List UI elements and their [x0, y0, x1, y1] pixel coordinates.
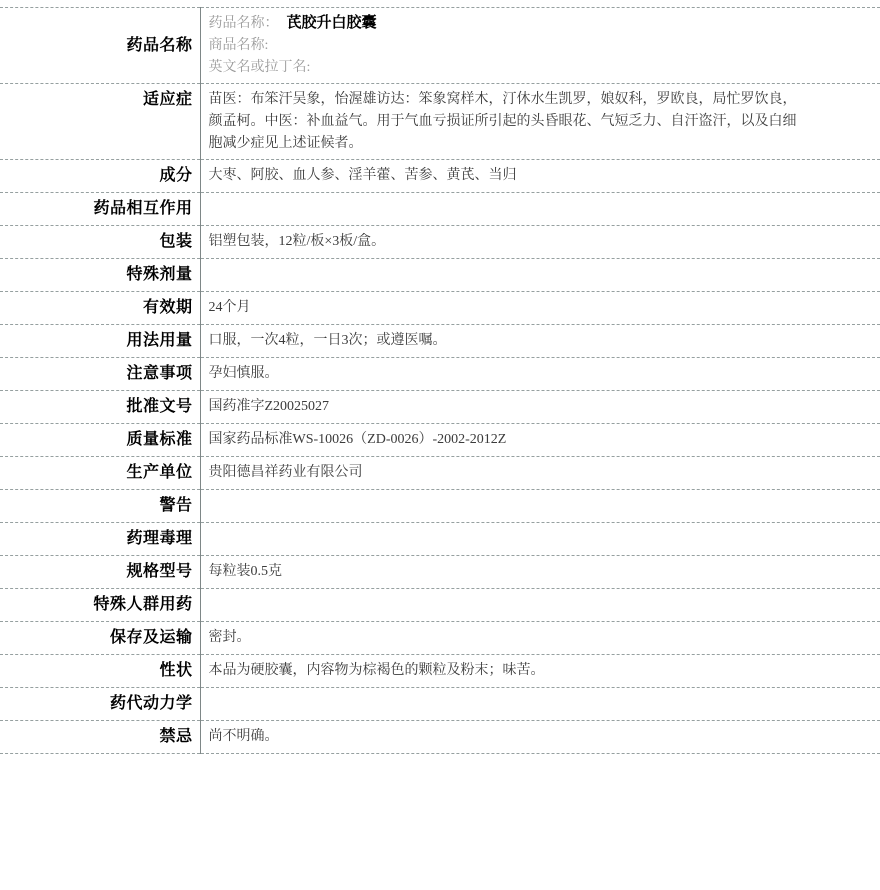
row-label: 质量标准: [0, 424, 200, 457]
table-row: [0, 688, 880, 721]
generic-name-line: [209, 12, 871, 35]
row-label: 禁忌: [0, 721, 200, 754]
row-label: 注意事项: [0, 358, 200, 391]
row-value: 国药准字Z20025027: [208, 399, 330, 414]
table-row: [0, 556, 880, 589]
row-label: 药品名称: [0, 8, 200, 84]
row-value: 本品为硬胶囊，内容物为棕褐色的颗粒及粉末；味苦。: [208, 663, 545, 678]
row-label: 用法用量: [0, 325, 200, 358]
row-label: 药代动力学: [0, 688, 200, 721]
table-row: [0, 226, 880, 259]
row-label: 性状: [0, 655, 200, 688]
row-value: 苗医：布笨汗吴象，怡渥雄访达：笨象窝样木，汀休水生凯罗，娘奴科，罗欧良，局忙罗饮良，颜孟柯。中医：补血益气。用于气血亏损证所引起的头昏眼花、气短乏力、自汗盗汗，以及白细胞减少症见上述证候者。: [208, 92, 797, 151]
table-row: [0, 490, 880, 523]
row-value: 大枣、阿胶、血人参、淫羊藿、苦参、黄芪、当归: [208, 168, 517, 183]
row-label: 药品相互作用: [0, 193, 200, 226]
table-row: [0, 391, 880, 424]
generic-name-label: 药品名称：: [208, 16, 279, 31]
trade-name-label: 商品名称:: [208, 38, 269, 53]
row-value: 国家药品标准WS-10026（ZD-0026）-2002-2012Z: [208, 432, 507, 447]
table-row: [0, 84, 880, 160]
drug-info-table: [0, 7, 880, 754]
table-row: [0, 325, 880, 358]
row-label: 特殊剂量: [0, 259, 200, 292]
row-value: [200, 8, 880, 84]
table-row: [0, 622, 880, 655]
table-row: [0, 292, 880, 325]
row-value: 孕妇慎服。: [208, 366, 279, 381]
row-label: 批准文号: [0, 391, 200, 424]
table-row: [0, 523, 880, 556]
table-row: [0, 259, 880, 292]
table-row: [0, 193, 880, 226]
row-label: 有效期: [0, 292, 200, 325]
row-value: 24个月: [208, 300, 251, 315]
table-row: [0, 160, 880, 193]
drug-name: 芪胶升白胶囊: [286, 15, 377, 31]
row-value: 密封。: [208, 630, 251, 645]
table-row: [0, 424, 880, 457]
table-row: [0, 358, 880, 391]
drug-info-table-body: [0, 8, 880, 754]
row-value: 铝塑包装，12粒/板×3板/盒。: [208, 234, 386, 249]
row-label: 成分: [0, 160, 200, 193]
table-row: [0, 589, 880, 622]
table-row: [0, 721, 880, 754]
row-label: 规格型号: [0, 556, 200, 589]
row-label: 包装: [0, 226, 200, 259]
row-value: 尚不明确。: [208, 729, 279, 744]
row-value: 贵阳德昌祥药业有限公司: [208, 465, 363, 480]
row-label: 适应症: [0, 84, 200, 160]
row-value: 口服，一次4粒，一日3次；或遵医嘱。: [208, 333, 447, 348]
row-value: 每粒装0.5克: [208, 564, 282, 579]
row-label: 生产单位: [0, 457, 200, 490]
row-label: 保存及运输: [0, 622, 200, 655]
table-row: [0, 8, 880, 84]
row-label: 药理毒理: [0, 523, 200, 556]
table-row: [0, 655, 880, 688]
latin-name-label: 英文名或拉丁名:: [208, 60, 311, 75]
row-label: 特殊人群用药: [0, 589, 200, 622]
row-label: 警告: [0, 490, 200, 523]
table-row: [0, 457, 880, 490]
